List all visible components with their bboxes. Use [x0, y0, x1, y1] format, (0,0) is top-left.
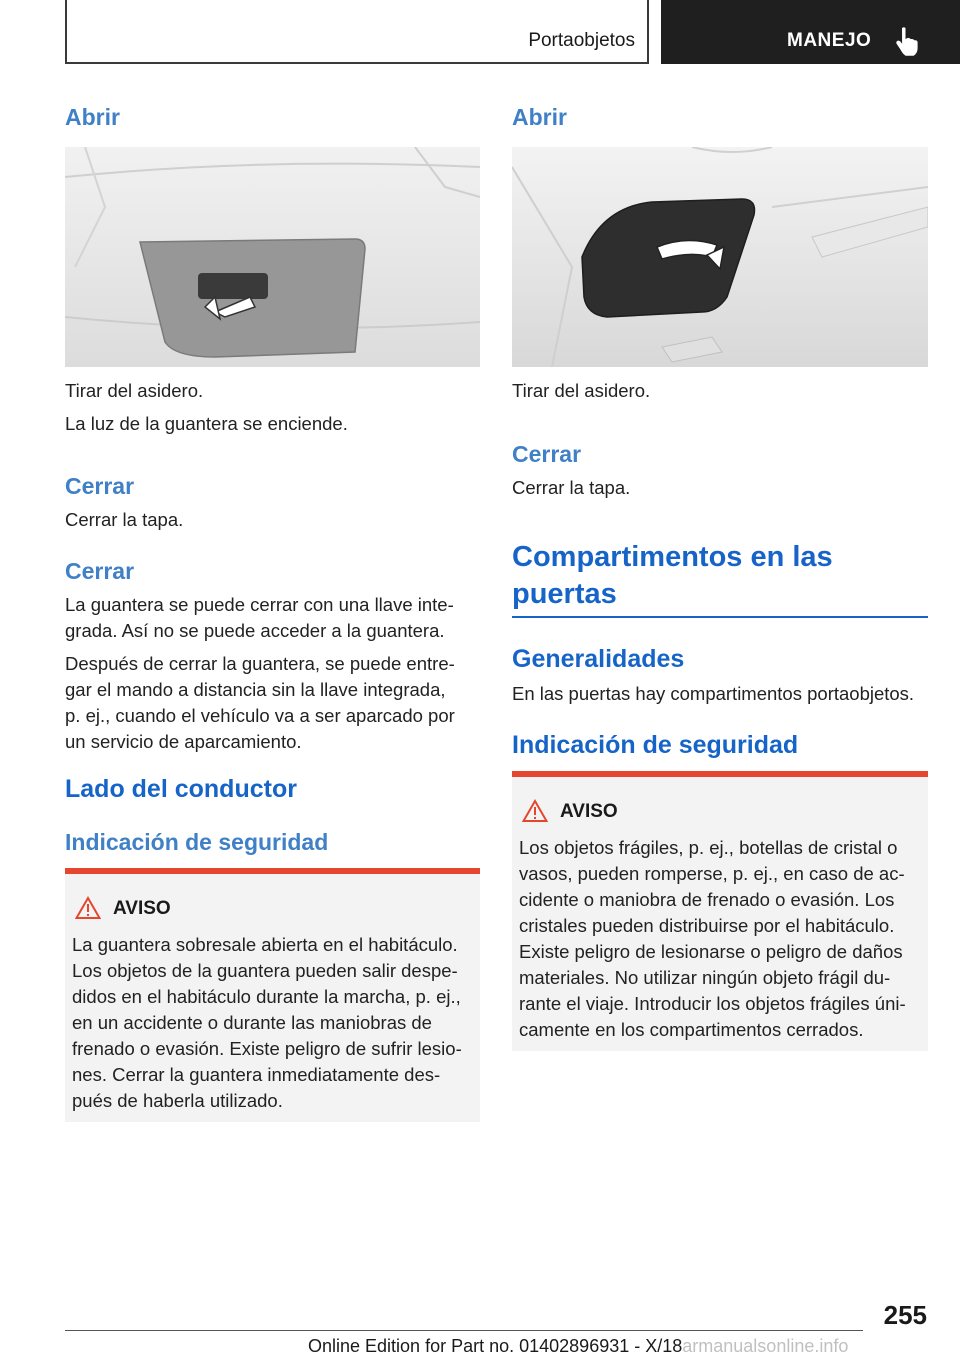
text-after-line-3: p. ej., cuando el vehículo va a ser aparcado por	[65, 705, 455, 726]
footer-rule	[65, 1330, 863, 1331]
footer-site-watermark: armanualsonline.info	[682, 1336, 849, 1356]
warning-right-line-8: camente en los compartimentos cerrados.	[519, 1019, 864, 1040]
warning-left-line-2: Los objetos de la guantera pueden salir despe-	[72, 960, 458, 981]
heading-open-right: Abrir	[512, 104, 567, 130]
text-lock-line-2: grada. Así no se puede acceder a la guantera.	[65, 620, 445, 641]
text-after-line-1: Después de cerrar la guantera, se puede entre-	[65, 653, 455, 674]
text-pull-handle-right: Tirar del asidero.	[512, 380, 651, 401]
warning-label-right: AVISO	[560, 801, 618, 822]
header-section-box	[65, 0, 649, 64]
footer-edition	[308, 1336, 848, 1357]
warning-right-line-5: Existe peligro de lesionarse o peligro de daños	[519, 941, 903, 962]
header-chapter-tab	[661, 0, 960, 64]
heading-close-left-1: Cerrar	[65, 473, 135, 499]
heading-close-right: Cerrar	[512, 441, 582, 467]
heading-door-compartments-line-1: Compartimentos en las	[512, 541, 833, 573]
text-lock-line-1: La guantera se puede cerrar con una llave inte-	[65, 594, 454, 615]
heading-safety-right: Indicación de seguridad	[512, 731, 799, 759]
heading-door-compartments-line-2: puertas	[512, 578, 617, 610]
header-chapter-label: MANEJO	[787, 30, 872, 51]
warning-triangle-icon	[522, 799, 548, 823]
text-pull-handle-left: Tirar del asidero.	[65, 380, 204, 401]
warning-label-left: AVISO	[113, 898, 171, 919]
warning-left-line-3: didos en el habitáculo durante la marcha, p. ej.,	[72, 986, 461, 1007]
hand-pointer-icon	[893, 26, 921, 56]
text-after-line-2: gar el mando a distancia sin la llave integrada,	[65, 679, 446, 700]
warning-right-line-1: Los objetos frágiles, p. ej., botellas de cristal o	[519, 837, 898, 858]
heading-open-left: Abrir	[65, 104, 120, 130]
heading-driver-side: Lado del conductor	[65, 775, 297, 803]
text-after-line-4: un servicio de aparcamiento.	[65, 731, 302, 752]
heading-rule	[512, 616, 928, 618]
heading-general: Generalidades	[512, 645, 685, 673]
warning-triangle-icon	[75, 896, 101, 920]
warning-right-line-3: cidente o maniobra de frenado o evasión. Los	[519, 889, 895, 910]
warning-box-left	[65, 868, 480, 1122]
text-close-lid-left: Cerrar la tapa.	[65, 509, 184, 530]
heading-close-left-2: Cerrar	[65, 558, 135, 584]
warning-left-line-5: frenado o evasión. Existe peligro de sufrir lesio-	[72, 1038, 462, 1059]
driver-compartment-photo	[512, 147, 928, 367]
warning-right-line-2: vasos, pueden romperse, p. ej., en caso de ac-	[519, 863, 905, 884]
warning-right-line-7: rante el viaje. Introducir los objetos frágiles úni-	[519, 993, 906, 1014]
page-number: 255	[883, 1300, 927, 1330]
text-general: En las puertas hay compartimentos portaobjetos.	[512, 683, 915, 704]
warning-left-line-1: La guantera sobresale abierta en el habitáculo.	[72, 934, 458, 955]
warning-right-line-4: cristales pueden distribuirse por el habitáculo.	[519, 915, 895, 936]
warning-left-line-6: nes. Cerrar la guantera inmediatamente des-	[72, 1064, 441, 1085]
glovebox-open-photo	[65, 147, 480, 367]
text-close-lid-right: Cerrar la tapa.	[512, 477, 631, 498]
warning-box-right	[512, 771, 928, 1051]
footer-edition-text: Online Edition for Part no. 01402896931 - X/18	[308, 1336, 683, 1356]
text-light-on: La luz de la guantera se enciende.	[65, 413, 348, 434]
heading-safety-left: Indicación de seguridad	[65, 829, 329, 855]
warning-left-line-4: en un accidente o durante las maniobras de	[72, 1012, 432, 1033]
header-section-title: Portaobjetos	[528, 30, 635, 51]
warning-left-line-7: pués de haberla utilizado.	[72, 1090, 283, 1111]
warning-right-line-6: materiales. No utilizar ningún objeto frágil du-	[519, 967, 891, 988]
